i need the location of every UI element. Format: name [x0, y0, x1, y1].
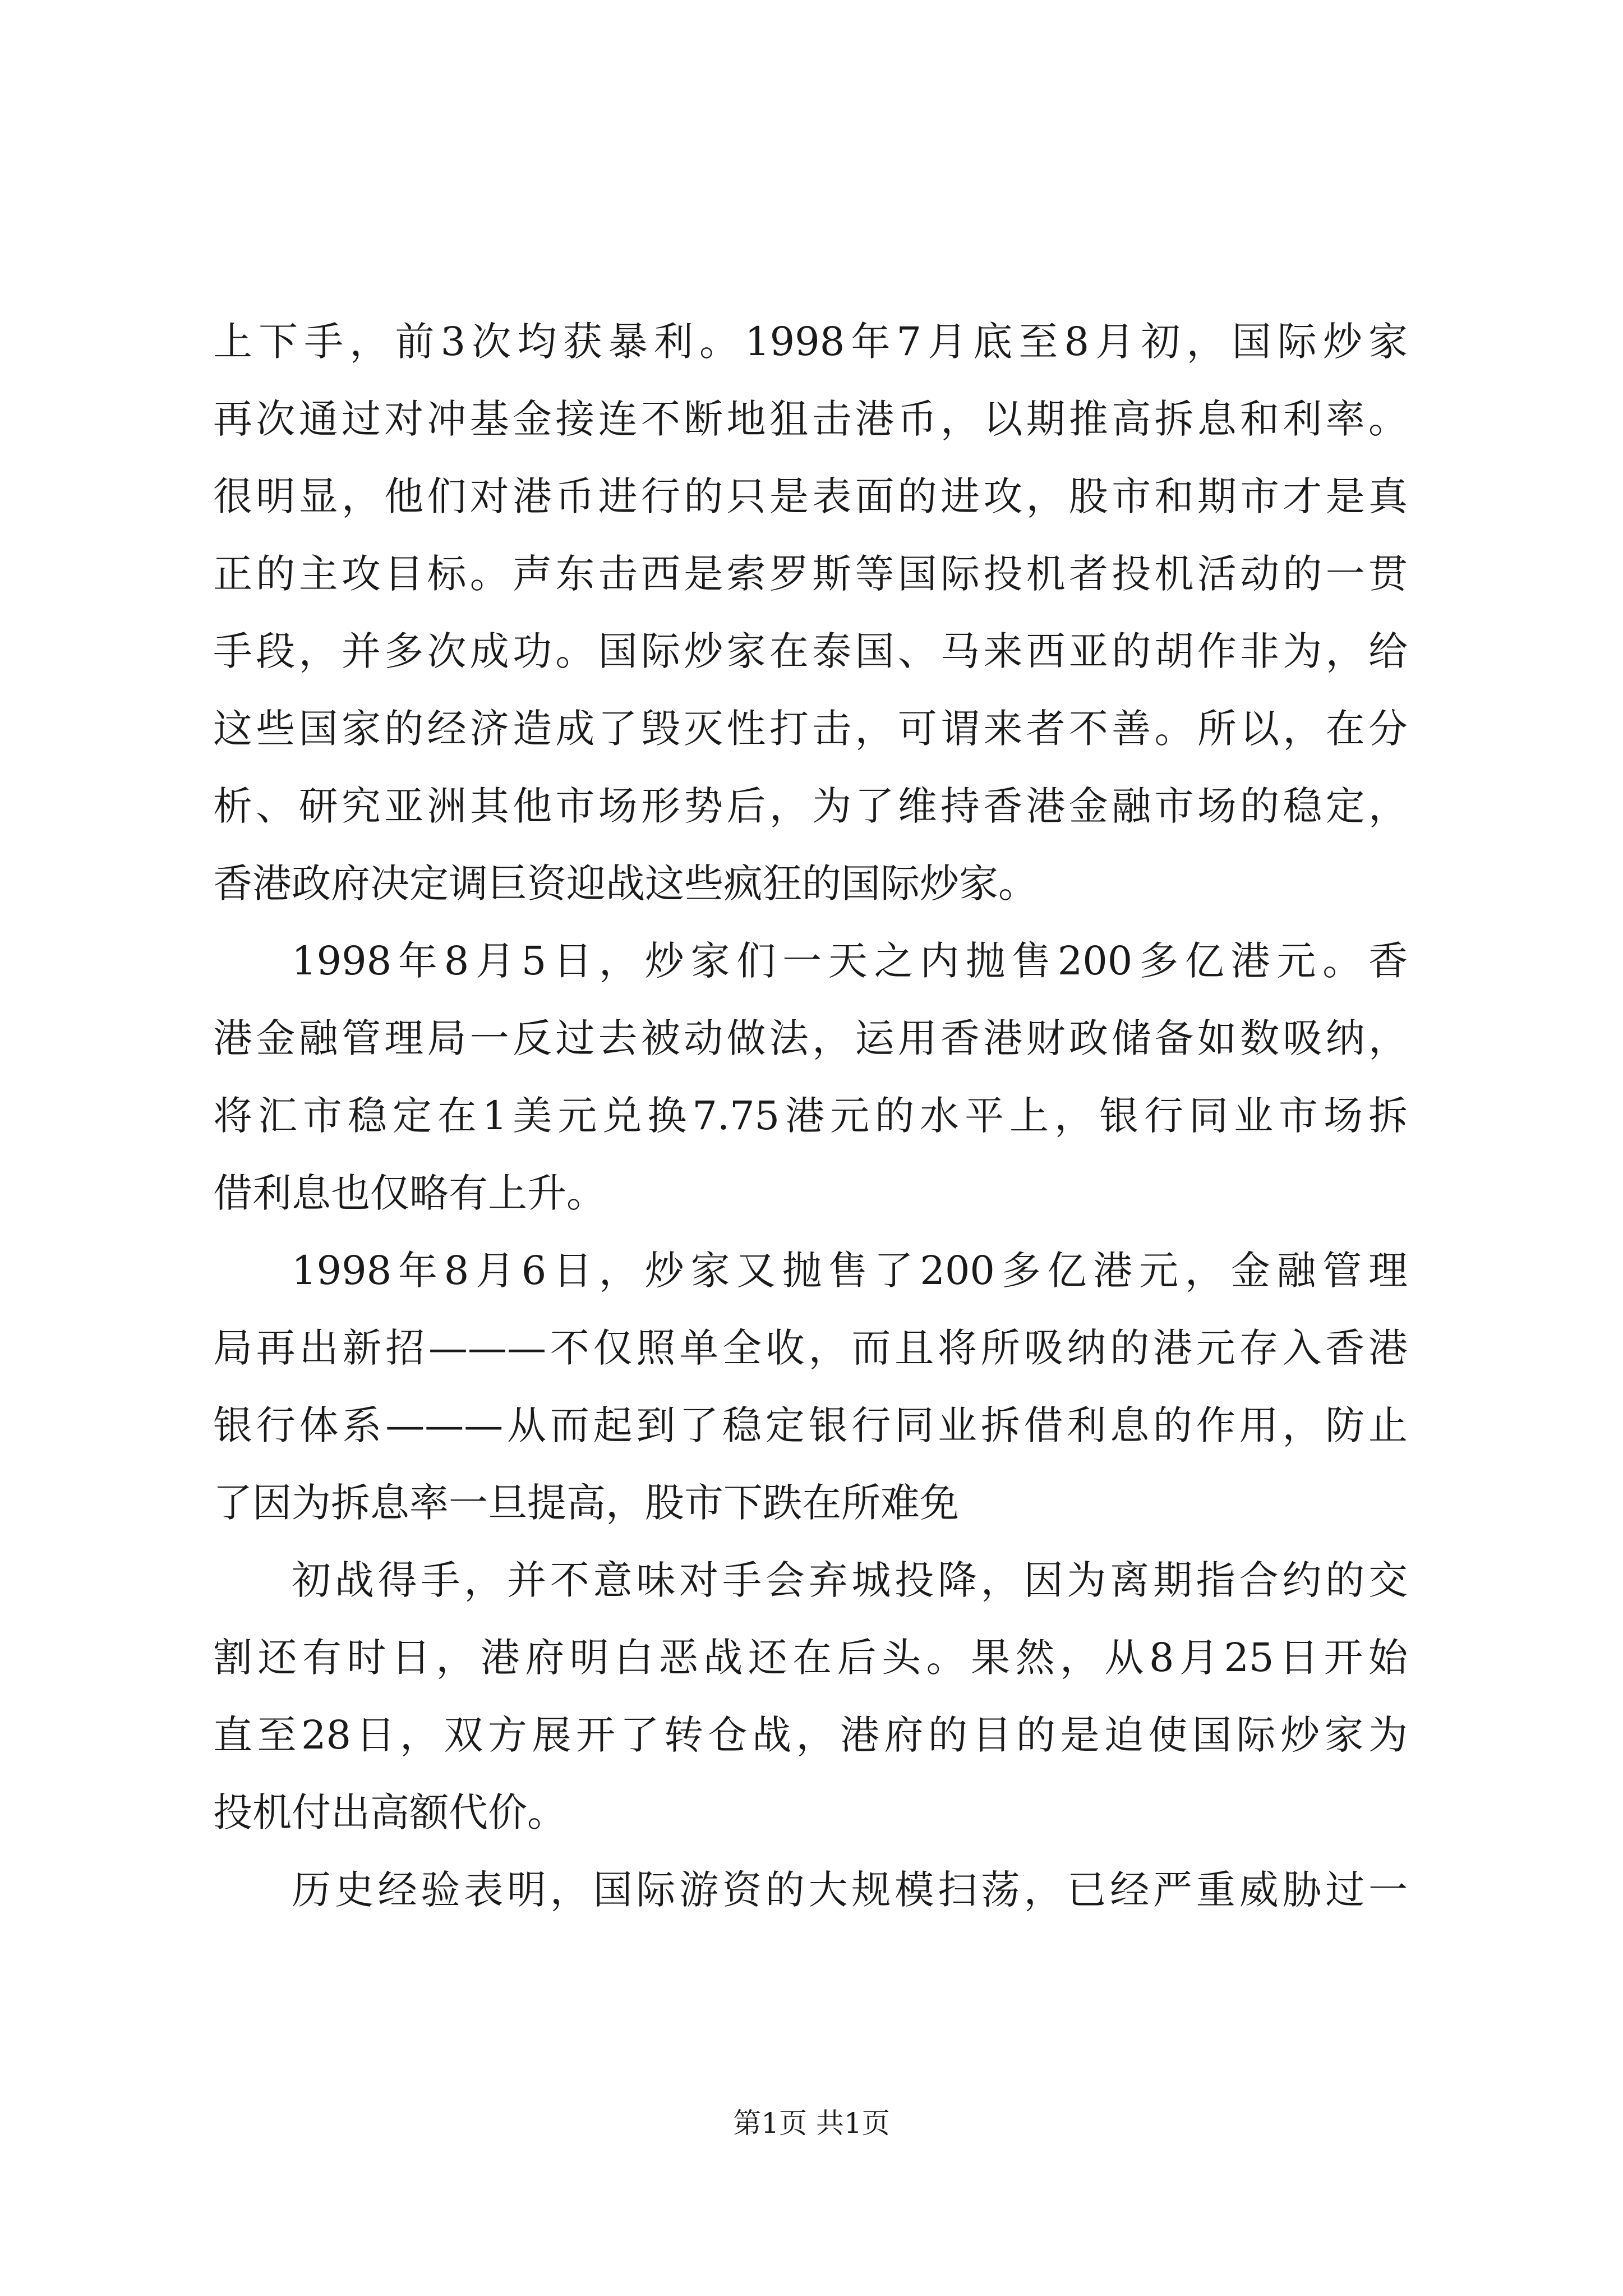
text-line: 香港政府决定调巨资迎战这些疯狂的国际炒家。: [213, 861, 1038, 907]
text-line: 将汇市稳定在1美元兑换7.75港元的水平上，银行同业市场拆: [213, 1093, 1408, 1139]
text-line: 1998年8月5日，炒家们一天之内抛售200多亿港元。香: [292, 938, 1408, 984]
text-line: 银行体系———从而起到了稳定银行同业拆借利息的作用，防止: [213, 1402, 1408, 1448]
text-line: 局再出新招———不仅照单全收，而且将所吸纳的港元存入香港: [213, 1325, 1408, 1371]
text-line: 割还有时日，港府明白恶战还在后头。果然，从8月25日开始: [213, 1635, 1408, 1681]
text-line: 借利息也仅略有上升。: [213, 1170, 606, 1216]
text-line: 港金融管理局一反过去被动做法，运用香港财政储备如数吸纳，: [213, 1015, 1408, 1061]
text-line: 直至28日，双方展开了转仓战，港府的目的是迫使国际炒家为: [213, 1712, 1408, 1758]
text-line: 很明显，他们对港币进行的只是表面的进攻，股市和期市才是真: [213, 473, 1408, 519]
text-line: 手段，并多次成功。国际炒家在泰国、马来西亚的胡作非为，给: [213, 628, 1408, 674]
text-line: 再次通过对冲基金接连不断地狙击港币，以期推高拆息和利率。: [213, 396, 1408, 442]
page-number: 第1页 共1页: [733, 2107, 890, 2139]
body-text: [213, 303, 1408, 1929]
text-line: 析、研究亚洲其他市场形势后，为了维持香港金融市场的稳定，: [213, 783, 1408, 829]
text-line: 上下手，前3次均获暴利。1998年7月底至8月初，国际炒家: [213, 319, 1408, 365]
text-line: 投机付出高额代价。: [213, 1789, 566, 1835]
text-line: 这些国家的经济造成了毁灭性打击，可谓来者不善。所以，在分: [213, 706, 1408, 752]
text-line: 初战得手，并不意味对手会弃城投降，因为离期指合约的交: [292, 1557, 1408, 1603]
text-line: 了因为拆息率一旦提高，股市下跌在所难免: [213, 1480, 959, 1526]
text-line: 历史经验表明，国际游资的大规模扫荡，已经严重威胁过一: [292, 1867, 1408, 1913]
text-line: 1998年8月6日，炒家又抛售了200多亿港元，金融管理: [292, 1248, 1408, 1294]
page-footer: [0, 2106, 1623, 2140]
text-line: 正的主攻目标。声东击西是索罗斯等国际投机者投机活动的一贯: [213, 551, 1408, 597]
